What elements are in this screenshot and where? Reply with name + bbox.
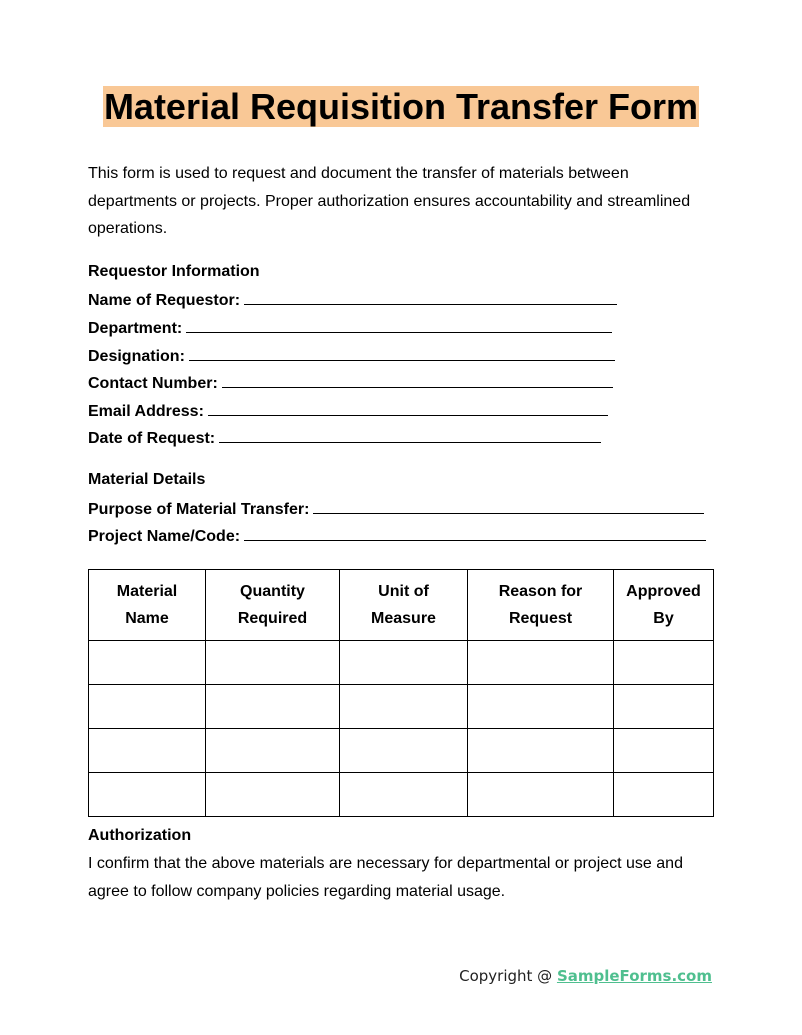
header-line: Name [125, 610, 169, 627]
field-purpose-of-transfer [88, 499, 704, 520]
field-label: Contact Number: [88, 375, 218, 392]
fill-line[interactable] [244, 526, 706, 541]
field-label: Purpose of Material Transfer: [88, 501, 310, 518]
table-cell[interactable] [614, 641, 714, 685]
field-date-of-request [88, 428, 601, 449]
table-cell[interactable] [614, 773, 714, 817]
field-designation [88, 346, 615, 367]
table-cell[interactable] [89, 773, 206, 817]
col-header-quantity-required [206, 570, 340, 641]
header-line: Approved [626, 583, 701, 600]
form-title: Material Requisition Transfer Form [103, 86, 699, 127]
sampleforms-link[interactable]: SampleForms.com [556, 967, 712, 985]
header-line: Required [237, 610, 308, 627]
copyright-prefix: Copyright @ [459, 967, 557, 985]
table-cell[interactable] [468, 729, 614, 773]
field-department [88, 318, 612, 339]
header-line: Material [116, 583, 178, 600]
table-cell[interactable] [206, 685, 340, 729]
copyright-footer [459, 967, 712, 985]
fill-line[interactable] [244, 290, 617, 305]
materials-table [88, 569, 714, 817]
fill-line[interactable] [208, 401, 608, 416]
col-header-material-name [89, 570, 206, 641]
table-cell[interactable] [340, 729, 468, 773]
header-line: Request [508, 610, 573, 627]
field-label: Project Name/Code: [88, 528, 241, 545]
header-line: Quantity [240, 583, 305, 600]
field-label: Name of Requestor: [88, 292, 241, 309]
field-contact-number [88, 373, 613, 394]
table-cell[interactable] [206, 729, 340, 773]
header-line: Measure [371, 610, 436, 627]
field-label: Designation: [88, 348, 185, 365]
field-email-address [88, 401, 608, 422]
authorization-heading: Authorization [88, 827, 192, 844]
field-name-of-requestor [88, 290, 617, 311]
col-header-reason-for-request [468, 570, 614, 641]
table-row [89, 641, 714, 685]
title-wrap [88, 86, 714, 127]
col-header-approved-by [614, 570, 714, 641]
field-project-name-code [88, 526, 706, 547]
table-cell[interactable] [340, 773, 468, 817]
table-cell[interactable] [89, 641, 206, 685]
fill-line[interactable] [189, 346, 615, 361]
requestor-heading: Requestor Information [88, 263, 260, 280]
table-row [89, 729, 714, 773]
table-cell[interactable] [614, 685, 714, 729]
header-line: Reason for [498, 583, 583, 600]
table-row [89, 685, 714, 729]
intro-paragraph: This form is used to request and document the transfer of materials between departments or projects. Proper authorization ensures accountability and streamlined operations. [88, 165, 691, 237]
table-cell[interactable] [89, 729, 206, 773]
fill-line[interactable] [186, 318, 612, 333]
col-header-unit-of-measure [340, 570, 468, 641]
header-line: Unit of [378, 583, 429, 600]
table-row [89, 773, 714, 817]
table-cell[interactable] [340, 641, 468, 685]
table-cell[interactable] [468, 641, 614, 685]
fill-line[interactable] [222, 373, 613, 388]
table-cell[interactable] [614, 729, 714, 773]
table-cell[interactable] [468, 773, 614, 817]
fill-line[interactable] [219, 428, 601, 443]
field-label: Department: [88, 320, 183, 337]
material-heading: Material Details [88, 471, 206, 488]
table-cell[interactable] [89, 685, 206, 729]
field-label: Email Address: [88, 403, 204, 420]
fill-line[interactable] [313, 499, 704, 514]
table-cell[interactable] [206, 773, 340, 817]
header-line: By [653, 610, 674, 627]
table-cell[interactable] [340, 685, 468, 729]
field-label: Date of Request: [88, 430, 216, 447]
table-header-row [89, 570, 714, 641]
table-cell[interactable] [468, 685, 614, 729]
table-cell[interactable] [206, 641, 340, 685]
authorization-text: I confirm that the above materials are necessary for departmental or project use and agree to follow company policies regarding material usage. [88, 855, 683, 900]
